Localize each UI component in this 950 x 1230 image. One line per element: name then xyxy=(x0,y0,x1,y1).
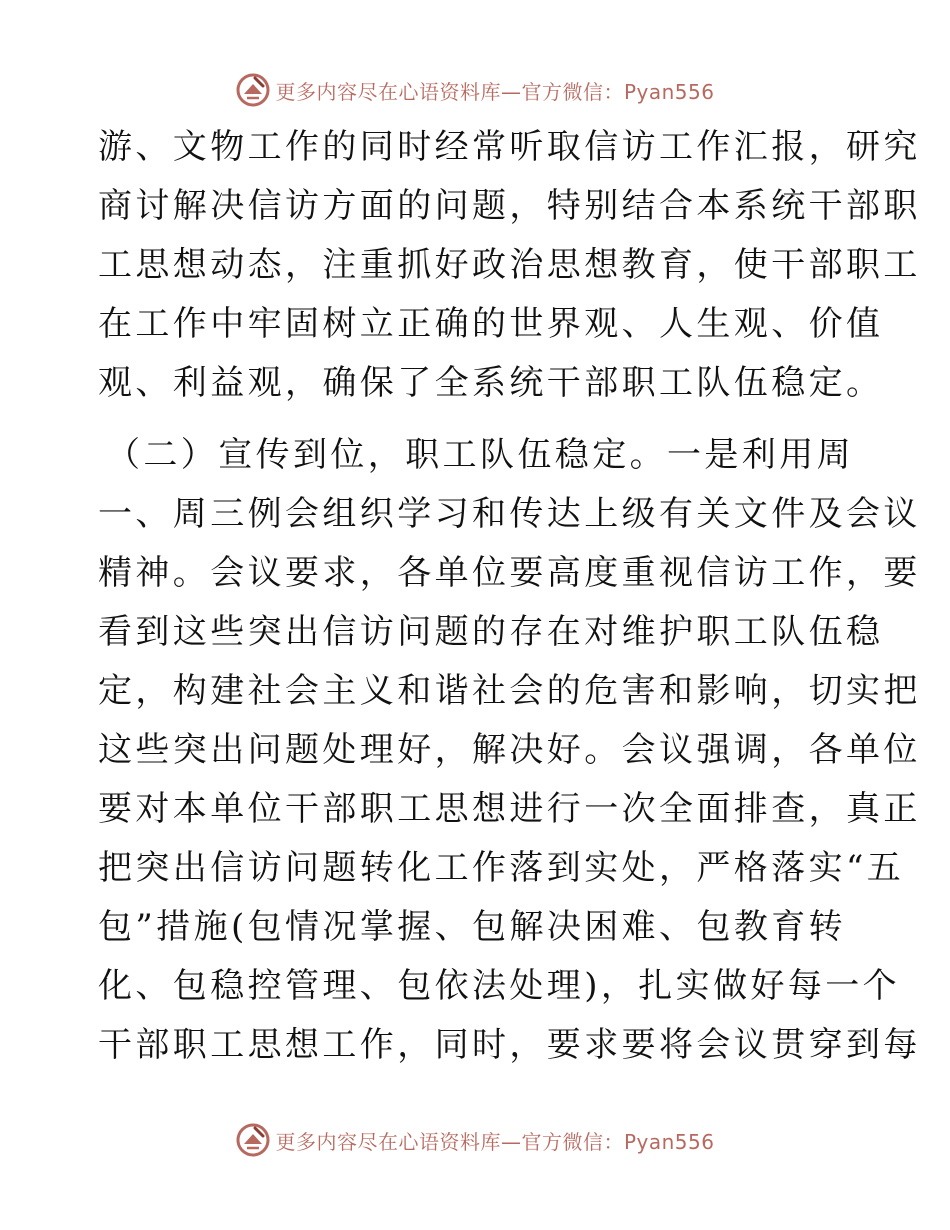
text-line: 观、利益观，确保了全系统干部职工队伍稳定。 xyxy=(98,363,884,403)
footer-watermark-text: 更多内容尽在心语资料库—官方微信：Pyan556 xyxy=(275,1129,715,1154)
text-line: 包”措施(包情况掌握、包解决困难、包教育转 xyxy=(98,907,847,947)
text-line: （二）宣传到位，职工队伍稳定。一是利用周 xyxy=(106,435,854,475)
paragraph-gap xyxy=(98,413,858,426)
header-watermark-text: 更多内容尽在心语资料库—官方微信：Pyan556 xyxy=(275,79,715,104)
text-line: 一、周三例会组织学习和传达上级有关文件及会议 xyxy=(98,494,921,534)
paragraph-2 xyxy=(98,426,921,1075)
text-line: 游、文物工作的同时经常听取信访工作汇报，研究 xyxy=(98,127,921,167)
book-pen-logo-icon xyxy=(235,1122,271,1158)
footer-watermark xyxy=(0,1120,950,1160)
document-body xyxy=(98,118,921,1075)
text-line: 精神。会议要求，各单位要高度重视信访工作，要 xyxy=(98,553,921,593)
text-line: 干部职工思想工作，同时，要求要将会议贯穿到每 xyxy=(98,1025,921,1065)
paragraph-1 xyxy=(98,118,921,413)
text-line: 看到这些突出信访问题的存在对维护职工队伍稳 xyxy=(98,612,884,652)
text-line: 在工作中牢固树立正确的世界观、人生观、价值 xyxy=(98,304,884,344)
header-watermark xyxy=(0,70,950,110)
text-line: 这些突出问题处理好，解决好。会议强调，各单位 xyxy=(98,730,921,770)
book-pen-logo-icon xyxy=(235,72,271,108)
text-line: 商讨解决信访方面的问题，特别结合本系统干部职 xyxy=(98,186,921,226)
text-line: 要对本单位干部职工思想进行一次全面排查，真正 xyxy=(98,789,921,829)
text-line: 化、包稳控管理、包依法处理)，扎实做好每一个 xyxy=(98,966,901,1006)
text-line: 把突出信访问题转化工作落到实处，严格落实“五 xyxy=(98,848,905,888)
text-line: 定，构建社会主义和谐社会的危害和影响，切实把 xyxy=(98,671,921,711)
text-line: 工思想动态，注重抓好政治思想教育，使干部职工 xyxy=(98,245,921,285)
